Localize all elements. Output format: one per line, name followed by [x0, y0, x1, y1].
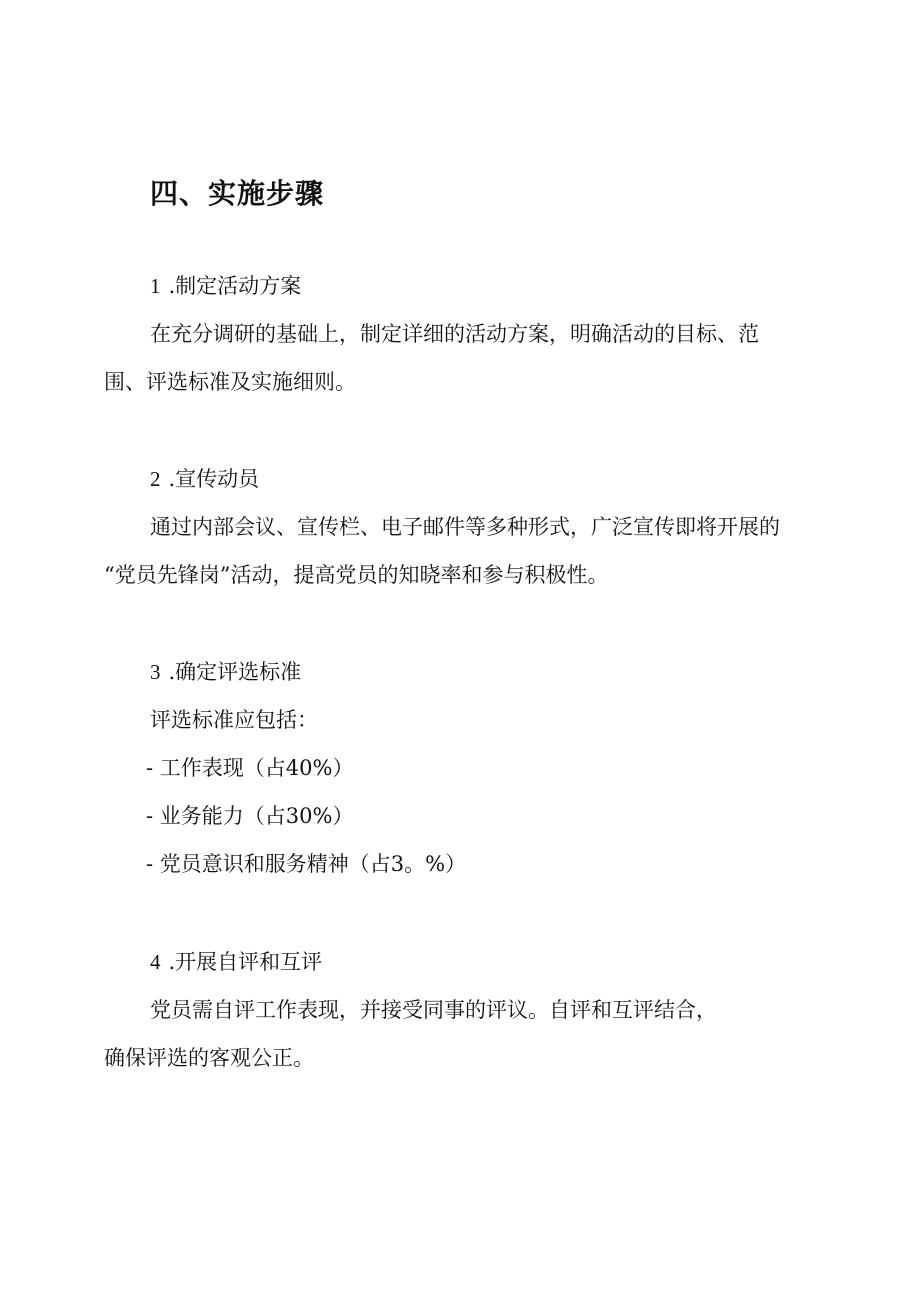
step-3-title-text: .确定评选标准 — [168, 660, 302, 684]
step-1-title — [150, 272, 301, 300]
step-4-title — [150, 948, 322, 976]
step-1-body-line-1: 在充分调研的基础上，制定详细的活动方案，明确活动的目标、范 — [150, 322, 759, 346]
step-1-title-text: .制定活动方案 — [168, 274, 302, 298]
step-4-body-line-2: 确保评选的客观公正。 — [104, 1046, 314, 1070]
criteria-item-3: - 党员意识和服务精神（占3。%） — [146, 852, 467, 876]
step-2-title-text: .宣传动员 — [168, 467, 260, 491]
step-1-number: 1 — [150, 274, 161, 298]
step-3-title — [150, 658, 301, 686]
criteria-item-2: - 业务能力（占30%） — [146, 804, 354, 828]
step-2-body-line-2: “党员先锋岗”活动，提高党员的知晓率和参与积极性。 — [104, 563, 609, 587]
step-2-title — [150, 465, 259, 493]
step-1-body-line-2: 围、评选标准及实施细则。 — [104, 370, 356, 394]
step-2-body-line-1: 通过内部会议、宣传栏、电子邮件等多种形式，广泛宣传即将开展的 — [150, 515, 780, 539]
step-3-intro: 评选标准应包括： — [150, 708, 318, 732]
step-2-number: 2 — [150, 467, 161, 491]
section-heading: 四、实施步骤 — [150, 177, 325, 210]
step-3-number: 3 — [150, 660, 161, 684]
step-4-number: 4 — [150, 950, 161, 974]
step-4-body-line-1: 党员需自评工作表现，并接受同事的评议。自评和互评结合， — [150, 998, 717, 1022]
criteria-item-1: - 工作表现（占40%） — [146, 756, 354, 780]
step-4-title-text: .开展自评和互评 — [168, 950, 323, 974]
